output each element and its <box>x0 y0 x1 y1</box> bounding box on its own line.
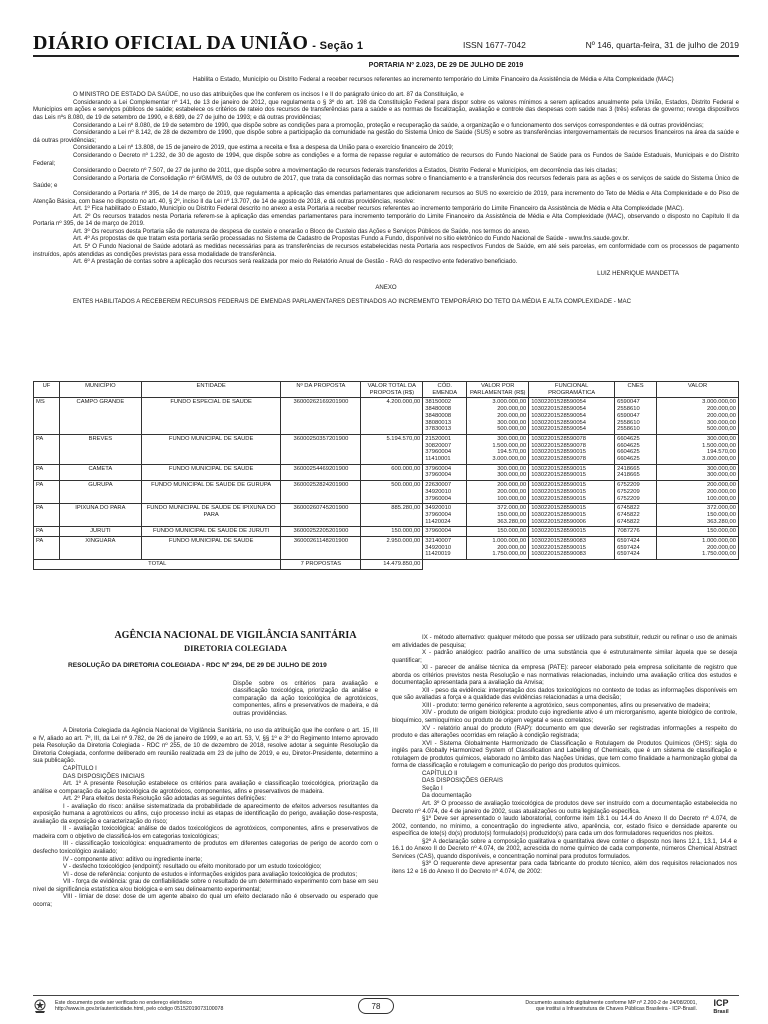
cell-emendas <box>423 434 467 464</box>
cell-cnes <box>615 398 657 435</box>
portaria-paragraph: Considerando o Decreto nº 7.507, de 27 de junho de 2011, que dispõe sobre a movimentação de recursos federais transferidos a Estados, Distrito Federal e Municípios, em decorrência das leis citadas; <box>73 167 618 175</box>
table-row <box>34 434 739 464</box>
rdc-article: II - avaliação toxicológica: análise de dados toxicológicos de agrotóxicos, componentes, afins e preservativos de madeira com o objetivo de classificá-los em categorias toxicológicas; <box>33 825 378 840</box>
cell-proposta: 36000261148201900 <box>281 537 361 560</box>
rdc-paragraph: A Diretoria Colegiada da Agência Nacional de Vigilância Sanitária, no uso da atribuição que lhe confere o art. 15, III e IV, aliado ao art. 7º, III, da Lei nº 9.782, de 26 de janeiro de 1999, e ao art. 53, V, §§ 1º e 3º do Regimento Interno aprovado pela Resolução da Diretoria Colegiada - RDC nº 255, de 10 de dezembro de 2018, resolve adotar a seguinte Resolução da Diretoria Colegiada, conforme deliberado em reunião realizada em 23 de julho de 2019, e eu, Diretor-Presidente, determino a sua publicação. <box>33 727 378 765</box>
cell-cnes <box>615 537 657 560</box>
rdc-article: V - desfecho toxicológico (endpoint): resultado ou efeito monitorado por um estudo toxicológico; <box>63 863 322 871</box>
cell-cnes-value: 2418665 <box>617 472 640 479</box>
cell-valor-parlamentar-value: 300.000,00 <box>497 472 527 479</box>
cell-total: 600.000,00 <box>361 464 423 480</box>
column-header: Nº DA PROPOSTA <box>281 382 361 398</box>
newspaper-title: DIÁRIO OFICIAL DA UNIÃO - Seção 1 <box>33 32 364 54</box>
table-row <box>34 504 739 527</box>
cell-cnes-value: 2418665 <box>617 465 640 472</box>
rdc-article: Art. 2º Para efeitos desta Resolução são adotadas as seguintes definições: <box>63 795 267 803</box>
annex-table <box>33 381 739 570</box>
rdc-paragraph: XIII - produto: termo genérico referente a agrotóxico, seus componentes, afins ou preservativo de madeira; <box>422 701 711 709</box>
cell-municipio: JURUTI <box>59 527 141 537</box>
cell-entidade: FUNDO MUNICIPAL DE SAUDE <box>141 434 281 464</box>
cell-emendas <box>423 481 467 504</box>
cell-proposta: 36000254469201900 <box>281 464 361 480</box>
column-header: FUNCIONAL PROGRAMÁTICA <box>529 382 615 398</box>
cell-valor-parlamentar-value: 300.000,00 <box>497 435 527 442</box>
cell-uf: MS <box>34 398 60 435</box>
total-label: TOTAL <box>34 560 281 570</box>
rdc-article: Art. 1º A presente Resolução estabelece os critérios para avaliação e classificação toxicológica, priorização da análise e comparação da ação toxicológica de agrotóxicos, componentes, afins e preservativos de madeira. <box>33 780 378 795</box>
cell-valor-value: 500.000,00 <box>706 426 736 433</box>
cell-proposta: 36000250357201900 <box>281 434 361 464</box>
cell-emendas <box>423 537 467 560</box>
cell-valor-parlamentar-value: 500.000,00 <box>497 426 527 433</box>
cell-valor-value: 363.280,00 <box>706 518 736 525</box>
rdc-articles-left <box>33 780 378 908</box>
total-proposals: 7 PROPOSTAS <box>281 560 361 570</box>
cell-valor-value: 150.000,00 <box>706 511 736 518</box>
cell-total: 500.000,00 <box>361 481 423 504</box>
total-value: 14.479.850,00 <box>361 560 423 570</box>
portaria-ementa: Habilita o Estado, Município ou Distrito Federal a receber recursos referentes ao incremento temporário do Limite Financeiro da Assistência de Média e Alta Complexidade (MAC) <box>193 75 674 83</box>
cell-funcional-value: 10302201528590015 <box>531 465 587 472</box>
cell-cnes-value: 6745822 <box>617 511 640 518</box>
cell-emendas-value: 11420019 <box>425 551 451 558</box>
column-header: CNES <box>615 382 657 398</box>
cell-valor <box>657 464 739 480</box>
cell-valor-parlamentar-value: 3.000.000,00 <box>492 456 527 463</box>
issn: ISSN 1677-7042 <box>463 40 526 50</box>
rdc-articles-right <box>392 800 737 875</box>
cell-emendas-value: 38150002 <box>425 399 452 406</box>
cell-entidade: FUNDO ESPECIAL DE SAUDE <box>141 398 281 435</box>
cell-cnes-value: 6604625 <box>617 456 640 463</box>
column-header: VALOR <box>657 382 739 398</box>
cell-valor-parlamentar-value: 300.000,00 <box>497 465 527 472</box>
cell-cnes-value: 2558610 <box>617 419 640 426</box>
cell-valor <box>657 537 739 560</box>
cell-cnes-value: 6745822 <box>617 518 640 525</box>
cell-valor-parlamentar <box>467 398 529 435</box>
cell-valor-value: 3.000.000,00 <box>702 399 736 406</box>
cell-funcional-value: 10302201528590054 <box>531 419 587 426</box>
cell-cnes-value: 6752209 <box>617 495 640 502</box>
cell-funcional-value: 10302201528590015 <box>531 482 587 489</box>
rdc-paragraph: XIV - produto de origem biológica: produto cujo ingrediente ativo é um microrganismo, agente biológico de controle, bioquímico, semioquímico ou produto de origem vegetal e seus correlatos; <box>392 709 737 725</box>
annex-table-wrapper <box>33 381 739 570</box>
cell-funcional-value: 10302201528590015 <box>531 449 587 456</box>
cell-valor <box>657 504 739 527</box>
cell-valor-value: 194.570,00 <box>706 449 736 456</box>
table-header-row <box>34 382 739 398</box>
portaria-section <box>33 62 739 306</box>
cell-valor-value: 200.000,00 <box>706 482 736 489</box>
cell-emendas-value: 30820007 <box>425 442 452 449</box>
portaria-heading: PORTARIA Nº 2.023, DE 29 DE JULHO DE 2019 <box>368 62 524 69</box>
cell-valor-value: 200.000,00 <box>706 406 736 413</box>
column-header: VALOR TOTAL DA PROPOSTA (R$) <box>361 382 423 398</box>
rdc-paragraph: XV - relatório anual do produto (RAP): documento em que deverão ser registradas informações a respeito do produto e das alterações ocorridas em relação à condição registrada; <box>392 724 737 740</box>
cell-valor-value: 1.750.000,00 <box>702 551 736 558</box>
cell-emendas-value: 37960004 <box>425 511 452 518</box>
cell-cnes <box>615 481 657 504</box>
cell-total: 5.194.570,00 <box>361 434 423 464</box>
table-row <box>34 464 739 480</box>
rdc-article: Art. 3º O processo de avaliação toxicológica de produtos deve ser instruído com a documentação estabelecida no Decreto nº 4.074, de 4 de janeiro de 2002, suas atualizações ou outra legislação específica. <box>392 800 737 815</box>
cell-valor-parlamentar-value: 150.000,00 <box>497 511 527 518</box>
cell-funcional-value: 10302201528590015 <box>531 495 587 502</box>
cell-cnes <box>615 434 657 464</box>
cell-funcional-value: 10302201528590015 <box>531 505 587 512</box>
cell-valor-parlamentar-value: 194.570,00 <box>497 449 527 456</box>
cell-proposta: 36000262169201900 <box>281 398 361 435</box>
cell-valor-value: 200.000,00 <box>706 488 736 495</box>
rdc-article: VII - força de evidência: grau de confiabilidade sobre o resultado de um determinado experimento com base em seu nível de significância estatística e/ou biológica e em seu delineamento experimental; <box>33 878 378 893</box>
cell-proposta: 36000252205201900 <box>281 527 361 537</box>
cell-cnes <box>615 464 657 480</box>
cell-cnes-value: 6597424 <box>617 551 640 558</box>
cell-total: 4.200.000,00 <box>361 398 423 435</box>
cell-cnes-value: 6752209 <box>617 482 640 489</box>
table-row <box>34 527 739 537</box>
column-header: ENTIDADE <box>141 382 281 398</box>
rdc-paragraph: XI - parecer de análise técnica da empresa (PATE): parecer elaborado pela empresa solicitante de registro que aborda os critérios previstos nesta Resolução e nas normativas relacionadas, incluindo uma avaliação crítica dos estudos e documentação apresentada para a avaliação da Anvisa; <box>392 664 737 687</box>
cell-emendas-value: 22630007 <box>425 482 452 489</box>
cell-valor-parlamentar-value: 1.000.000,00 <box>492 538 527 545</box>
cell-cnes-value: 6590047 <box>617 412 640 419</box>
cell-cnes-value: 6597424 <box>617 544 640 551</box>
cell-emendas-value: 38080013 <box>425 419 452 426</box>
cell-valor-value: 200.000,00 <box>706 544 736 551</box>
cell-funcional-value: 10302201528590078 <box>531 456 587 463</box>
cell-funcional <box>529 504 615 527</box>
rdc-article: §2º A declaração sobre a composição qualitativa e quantitativa deve conter o disposto nos itens 12.1, 13.1, 14.4 e 16.1 do Anexo II do Decreto nº 4.074, de 2002, acrescida do nome químico de cada componente, números Chemical Abstract Services (CAS), quando disponíveis, e concentração nominal para produtos formulados. <box>392 837 737 860</box>
anvisa-left-column <box>33 630 378 908</box>
cell-cnes-value: 6752209 <box>617 488 640 495</box>
cell-valor <box>657 434 739 464</box>
cell-cnes-value: 6590047 <box>617 399 640 406</box>
cell-funcional-value: 10302201528590054 <box>531 412 587 419</box>
header-rule <box>33 55 739 57</box>
cell-cnes-value: 2558610 <box>617 426 640 433</box>
cell-municipio: BREVES <box>59 434 141 464</box>
cell-valor-parlamentar-value: 200.000,00 <box>497 482 527 489</box>
cell-funcional <box>529 398 615 435</box>
cell-emendas-value: 38480008 <box>425 406 452 413</box>
chapter-2-label: CAPÍTULO II <box>422 769 458 777</box>
cell-uf: PA <box>34 464 60 480</box>
cell-valor-parlamentar-value: 3.000.000,00 <box>492 399 527 406</box>
rdc-ementa: Dispõe sobre os critérios para avaliação e classificação toxicológica, priorização da análise e comparação da ação toxicológica de agrotóxicos, componentes, afins e preservativos de madeira, e dá outras providências. <box>233 679 378 717</box>
portaria-paragraph: Considerando o Decreto nº 1.232, de 30 de agosto de 1994, que dispõe sobre as condições e a forma de repasse regular e automático de recursos do Fundo Nacional de Saúde para os Fundos de Saúde Estaduais, Municipais e do Distrito Federal; <box>33 151 739 167</box>
column-header: CÓD. EMENDA <box>423 382 467 398</box>
svg-text:Brasil: Brasil <box>713 1009 729 1015</box>
cell-valor-parlamentar-value: 100.000,00 <box>497 495 527 502</box>
cell-valor-parlamentar <box>467 527 529 537</box>
cell-funcional-value: 10302201528590083 <box>531 551 587 558</box>
cell-cnes-value: 6604625 <box>617 435 640 442</box>
agency-heading: AGÊNCIA NACIONAL DE VIGILÂNCIA SANITÁRIA <box>114 630 357 641</box>
cell-valor-parlamentar-value: 1.750.000,00 <box>492 551 527 558</box>
rdc-paragraph: X - padrão analógico: padrão analítico de uma substância que é estruturalmente similar àquela que se deseja quantificar; <box>392 649 737 664</box>
cell-emendas <box>423 527 467 537</box>
svg-text:ICP: ICP <box>713 998 729 1008</box>
cell-valor-value: 300.000,00 <box>706 465 736 472</box>
table-row <box>34 398 739 435</box>
portaria-paragraph: O MINISTRO DE ESTADO DA SAÚDE, no uso das atribuições que lhe conferem os incisos I e II do parágrafo único do art. 87 da Constituição, e <box>73 91 464 99</box>
cell-cnes-value: 7087276 <box>617 528 640 535</box>
rdc-definitions-right <box>392 634 737 770</box>
cell-valor-parlamentar-value: 200.000,00 <box>497 544 527 551</box>
column-header: VALOR POR PARLAMENTAR (R$) <box>467 382 529 398</box>
signature-notice: Documento assinado digitalmente conforme MP nº 2.200-2 de 24/08/2001, que institui a Infraestrutura de Chaves Públicas Brasileira - ICP-Brasil. <box>525 1000 697 1013</box>
cell-cnes-value: 2558610 <box>617 406 640 413</box>
column-header: UF <box>34 382 60 398</box>
rdc-article: VIII - limiar de dose: dose de um agente abaixo do qual um efeito declarado não é observado ou esperado que ocorra; <box>33 893 378 908</box>
cell-valor-parlamentar-value: 200.000,00 <box>497 488 527 495</box>
rdc-paragraph: XVI - Sistema Globalmente Harmonizado de Classificação e Rotulagem de Produtos Químicos (GHS): sigla do inglês para Globally Harmonized System of Classification and Labelling of Chemicals, que é um sistema de classificação e rotulagem de produtos químicos, elaborado no âmbito das Nações Unidas, que tem como finalidade a harmonização global da forma de classificação e rotulagem e comunicação do perigo dos produtos químicos. <box>392 739 737 770</box>
cell-funcional-value: 10302201528590015 <box>531 544 587 551</box>
page-number: 78 <box>358 998 394 1014</box>
portaria-paragraph: Considerando a Lei nº 8.080, de 19 de setembro de 1990, que dispõe sobre as condições para a promoção, proteção e recuperação da saúde, a organização e o funcionamento dos serviços correspondentes e dá outras providências; <box>73 121 704 129</box>
anvisa-right-column <box>392 634 737 876</box>
cell-emendas-value: 37830013 <box>425 426 452 433</box>
cell-valor-parlamentar <box>467 434 529 464</box>
icp-brasil-logo <box>703 997 739 1015</box>
cell-cnes-value: 6604625 <box>617 449 640 456</box>
cell-proposta: 36000260745201900 <box>281 504 361 527</box>
rdc-article: VI - dose de referência: conjunto de estudos e informações exigidos para avaliação toxicológica de produtos; <box>63 870 358 878</box>
portaria-paragraph: Considerando a Portaria de Consolidação nº 6/GM/MS, de 03 de outubro de 2017, que trata da consolidação das normas sobre o financiamento e a transferência dos recursos federais para as ações e os serviços de saúde do Sistema Único de Saúde; e <box>33 174 739 190</box>
cell-municipio: CAMPO GRANDE <box>59 398 141 435</box>
cell-funcional-value: 10302201528590083 <box>531 538 587 545</box>
cell-valor-parlamentar-value: 372.000,00 <box>497 505 527 512</box>
cell-emendas-value: 32140007 <box>425 538 452 545</box>
cell-uf: PA <box>34 481 60 504</box>
cell-municipio: CAMETA <box>59 464 141 480</box>
cell-uf: PA <box>34 504 60 527</box>
total-empty <box>423 560 739 570</box>
cell-funcional <box>529 464 615 480</box>
column-header: MUNICÍPIO <box>59 382 141 398</box>
cell-funcional <box>529 537 615 560</box>
portaria-paragraph: Art. 5º O Fundo Nacional de Saúde adotará as medidas necessárias para as transferências de recursos estabelecidas nesta Portaria aos respectivos Fundos de Saúde, em até seis parcelas, em conformidade com os processos de pagamento instruídos, após atendidas as condições previstas para essa modalidade de transferência. <box>33 243 739 258</box>
cell-total: 150.000,00 <box>361 527 423 537</box>
cell-municipio: IPIXUNA DO PARA <box>59 504 141 527</box>
cell-funcional-value: 10302201528590078 <box>531 435 587 442</box>
cell-cnes <box>615 527 657 537</box>
rdc-article: IV - componente ativo: aditivo ou ingrediente inerte; <box>63 855 203 863</box>
cell-entidade: FUNDO MUNICIPAL DE SAUDE DE GURUPA <box>141 481 281 504</box>
cell-municipio: XINGUARA <box>59 537 141 560</box>
section-1-label: Seção I <box>422 784 443 792</box>
portaria-paragraph: Art. 1º Fica habilitado o Estado, Município ou Distrito Federal descrito no anexo a esta Portaria a receber recursos referentes ao incremento temporário do Limite Financeiro da Assistência de Média e Alta Complexidade (MAC). <box>73 205 684 213</box>
cell-cnes-value: 6745822 <box>617 505 640 512</box>
cell-cnes-value: 6604625 <box>617 442 640 449</box>
cell-funcional-value: 10302201528590006 <box>531 518 587 525</box>
rdc-article: III - classificação toxicológica: enquadramento de produtos em diferentes categorias de perigo de acordo com o desfecho toxicológico avaliado; <box>33 840 378 856</box>
cell-valor-value: 150.000,00 <box>706 528 736 535</box>
portaria-paragraph: Considerando a Lei Complementar nº 141, de 13 de janeiro de 2012, que regulamenta o § 3º do art. 198 da Constituição Federal para dispor sobre os valores mínimos a serem aplicados anualmente pela União, Estados, Distrito Federal e Municípios em ações e serviços públicos de saúde; estabelece os critérios de rateio dos recursos de transferências para a saúde e as normas de fiscalização, avaliação e controle das despesas com saúde nas 3 (três) esferas de governo; revoga dispositivos das Leis nºs 8.080, de 19 de setembro de 1990, e 8.689, de 27 de julho de 1993; e dá outras providências; <box>33 98 739 121</box>
masthead <box>33 30 739 54</box>
cell-emendas-value: 11410001 <box>425 456 451 463</box>
cell-funcional-value: 10302201528590054 <box>531 426 587 433</box>
cell-emendas <box>423 504 467 527</box>
chapter-1-label: CAPÍTULO I <box>63 765 97 773</box>
cell-emendas-value: 37960004 <box>425 465 452 472</box>
cell-total: 2.950.000,00 <box>361 537 423 560</box>
cell-funcional-value: 10302201528590054 <box>531 406 587 413</box>
chapter-2-title: DAS DISPOSIÇÕES GERAIS <box>422 777 503 785</box>
cell-funcional <box>529 527 615 537</box>
portaria-paragraph: Considerando a Portaria nº 395, de 14 de março de 2019, que regulamenta a aplicação das emendas parlamentares que adicionarem recursos ao SUS no exercício de 2019, para incremento do Teto de Média e Alta Complexidade e do Piso de Atenção Básica, com base no disposto no art. 40, § 2º, inciso II da Lei nº 13.707, de 14 de agosto de 2018, e dá outras providências, resolve: <box>33 189 739 205</box>
portaria-paragraph: Art. 3º Os recursos desta Portaria são de natureza de despesa de custeio e onerarão o Bloco de Custeio das Ações e Serviços Públicos de Saúde, nos termos do anexo. <box>73 227 531 235</box>
cell-entidade: FUNDO MUNICIPAL DE SAUDE DE IPIXUNA DO PARA <box>141 504 281 527</box>
cell-emendas <box>423 398 467 435</box>
cell-funcional <box>529 481 615 504</box>
cell-valor-parlamentar-value: 200.000,00 <box>497 412 527 419</box>
cell-municipio: GURUPA <box>59 481 141 504</box>
cell-valor-parlamentar <box>467 464 529 480</box>
rdc-title: RESOLUÇÃO DA DIRETORIA COLEGIADA - RDC Nº 294, DE 29 DE JULHO DE 2019 <box>68 662 327 669</box>
portaria-paragraph: Art. 6º A prestação de contas sobre a aplicação dos recursos será realizada por meio do Relatório Anual de Gestão - RAG do respectivo ente federativo beneficiado. <box>73 258 518 266</box>
cell-uf: PA <box>34 434 60 464</box>
cell-entidade: FUNDO MUNICIPAL DE SAUDE DE JURUTI <box>141 527 281 537</box>
cell-valor-parlamentar-value: 1.500.000,00 <box>492 442 527 449</box>
cell-cnes-value: 6597424 <box>617 538 640 545</box>
rdc-article: I - avaliação do risco: análise sistematizada da probabilidade de aparecimento de efeitos adversos resultantes da exposição humana a agrotóxicos ou afins, cujo processo inclui as etapas de identificação do perigo, avaliação dose-resposta, avaliação da exposição e caracterização do risco; <box>33 802 378 825</box>
cell-entidade: FUNDO MUNICIPAL DE SAUDE <box>141 537 281 560</box>
cell-funcional-value: 10302201528590015 <box>531 488 587 495</box>
issue-date: Nº 146, quarta-feira, 31 de julho de 2019 <box>585 40 739 50</box>
cell-emendas-value: 11420024 <box>425 518 451 525</box>
cell-emendas-value: 37960004 <box>425 495 452 502</box>
section-1-title: Da documentação <box>422 792 472 800</box>
cell-valor-value: 300.000,00 <box>706 419 736 426</box>
cell-funcional-value: 10302201528590054 <box>531 399 587 406</box>
section-label: - Seção 1 <box>312 40 364 52</box>
cell-valor <box>657 398 739 435</box>
cell-valor-value: 1.000.000,00 <box>702 538 736 545</box>
cell-valor-parlamentar-value: 200.000,00 <box>497 406 527 413</box>
directorate-heading: DIRETORIA COLEGIADA <box>183 643 288 653</box>
portaria-paragraph: Considerando a Lei nº 13.808, de 15 de janeiro de 2019, que estima a receita e fixa a despesa da União para o exercício financeiro de 2019; <box>73 144 454 152</box>
coat-of-arms-icon <box>33 999 47 1014</box>
cell-proposta: 36000252824201900 <box>281 481 361 504</box>
cell-valor-value: 300.000,00 <box>706 435 736 442</box>
cell-funcional-value: 10302201528590078 <box>531 442 587 449</box>
portaria-paragraph: Art. 2º Os recursos tratados nesta Portaria referem-se à aplicação das emendas parlamentares para incremento temporário do Limite Financeiro da Assistência de Média e Alta Complexidade (MAC), observando o disposto no Capítulo II da Portaria nº 395, de 14 de março de 2019. <box>33 212 739 228</box>
rdc-paragraph: IX - método alternativo: qualquer método que possa ser utilizado para substituir, reduzir ou refinar o uso de animais em atividades de pesquisa; <box>392 634 737 649</box>
portaria-paragraph: Art. 4º As propostas de que tratam esta portaria serão processadas no Sistema de Cadastro de Propostas Fundo a Fundo, disponível no sítio eletrônico do Fundo Nacional de Saúde - www.fns.saude.gov.br. <box>73 235 630 243</box>
footer-rule <box>33 995 739 996</box>
portaria-body <box>33 91 739 266</box>
cell-emendas-value: 34920010 <box>425 488 452 495</box>
cell-valor <box>657 527 739 537</box>
cell-funcional <box>529 434 615 464</box>
cell-emendas-value: 37960004 <box>425 472 452 479</box>
table-row <box>34 537 739 560</box>
verification-link[interactable]: http://www.in.gov.br/autenticidade.html, pelo código 05152019073100078 <box>55 1006 224 1013</box>
cell-valor-parlamentar-value: 363.280,00 <box>497 518 527 525</box>
cell-cnes <box>615 504 657 527</box>
cell-uf: PA <box>34 537 60 560</box>
cell-funcional-value: 10302201528590015 <box>531 472 587 479</box>
cell-entidade: FUNDO MUNICIPAL DE SAUDE <box>141 464 281 480</box>
cell-funcional-value: 10302201528590015 <box>531 528 587 535</box>
cell-valor-value: 3.000.000,00 <box>702 456 736 463</box>
cell-valor-parlamentar-value: 150.000,00 <box>497 528 527 535</box>
portaria-paragraph: Considerando a Lei nº 8.142, de 28 de dezembro de 1990, que dispõe sobre a participação da comunidade na gestão do Sistema Único de Saúde (SUS) e sobre as transferências intergovernamentais de recursos financeiros na área da saúde e dá outras providências; <box>33 129 739 144</box>
cell-valor-parlamentar-value: 300.000,00 <box>497 419 527 426</box>
cell-valor-value: 200.000,00 <box>706 412 736 419</box>
cell-emendas-value: 37960004 <box>425 528 452 535</box>
rdc-article: §3º O requerente deve apresentar para cada fabricante do produto técnico, além dos requisitos relacionados nos itens 12 e 16 do Anexo II do Decreto nº 4.074, de 2002: <box>392 860 737 875</box>
rdc-preamble <box>33 727 378 765</box>
rdc-paragraph: XII - peso da evidência: interpretação dos dados toxicológicos no contexto de todas as informações disponíveis em que são avaliadas a força e a qualidade das evidências relacionadas a uma decisão; <box>392 686 737 702</box>
cell-emendas-value: 34920010 <box>425 505 452 512</box>
signature: LUIZ HENRIQUE MANDETTA <box>597 269 679 277</box>
cell-funcional-value: 10302201528590015 <box>531 511 587 518</box>
table-total-row <box>34 560 739 570</box>
cell-uf: PA <box>34 527 60 537</box>
page-footer <box>33 995 739 1017</box>
annex-subtitle: ENTES HABILITADOS A RECEBEREM RECURSOS FEDERAIS DE EMENDAS PARLAMENTARES DESTINADOS AO INCREMENTO TEMPORÁRIO DO TETO DA MÉDIA E ALTA COMPLEXIDADE - MAC <box>73 298 632 306</box>
cell-valor-value: 372.000,00 <box>706 505 736 512</box>
cell-valor-value: 100.000,00 <box>706 495 736 502</box>
cell-valor <box>657 481 739 504</box>
cell-emendas <box>423 464 467 480</box>
annex-title: ANEXO <box>375 284 397 292</box>
cell-valor-parlamentar <box>467 504 529 527</box>
cell-emendas-value: 34920010 <box>425 544 452 551</box>
rdc-article: §1º Deve ser apresentado o laudo laboratorial, conforme item 18.1 ou 14.4 do Anexo II do Decreto nº 4.074, de 2002, contendo, no mínimo, a concentração do ingrediente ativo, aparência, cor, estado físico e densidade aparente ou específica de lote(s) do(s) produto(s) formulado(s) produzido(s) para cada um dos formuladores requeridos nos pleitos. <box>392 815 737 838</box>
table-body <box>34 398 739 569</box>
cell-emendas-value: 21520001 <box>425 435 452 442</box>
cell-emendas-value: 37960004 <box>425 449 452 456</box>
cell-total: 885.280,00 <box>361 504 423 527</box>
cell-valor-parlamentar <box>467 537 529 560</box>
table-row <box>34 481 739 504</box>
cell-valor-value: 300.000,00 <box>706 472 736 479</box>
cell-valor-parlamentar <box>467 481 529 504</box>
cell-emendas-value: 38480008 <box>425 412 452 419</box>
verification-notice: Este documento pode ser verificado no endereço eletrônico http://www.in.gov.br/autenticidade.html, pelo código 05152019073100078 <box>55 1000 224 1013</box>
cell-valor-value: 1.500.000,00 <box>702 442 736 449</box>
chapter-1-title: DAS DISPOSIÇÕES INICIAIS <box>63 772 145 780</box>
